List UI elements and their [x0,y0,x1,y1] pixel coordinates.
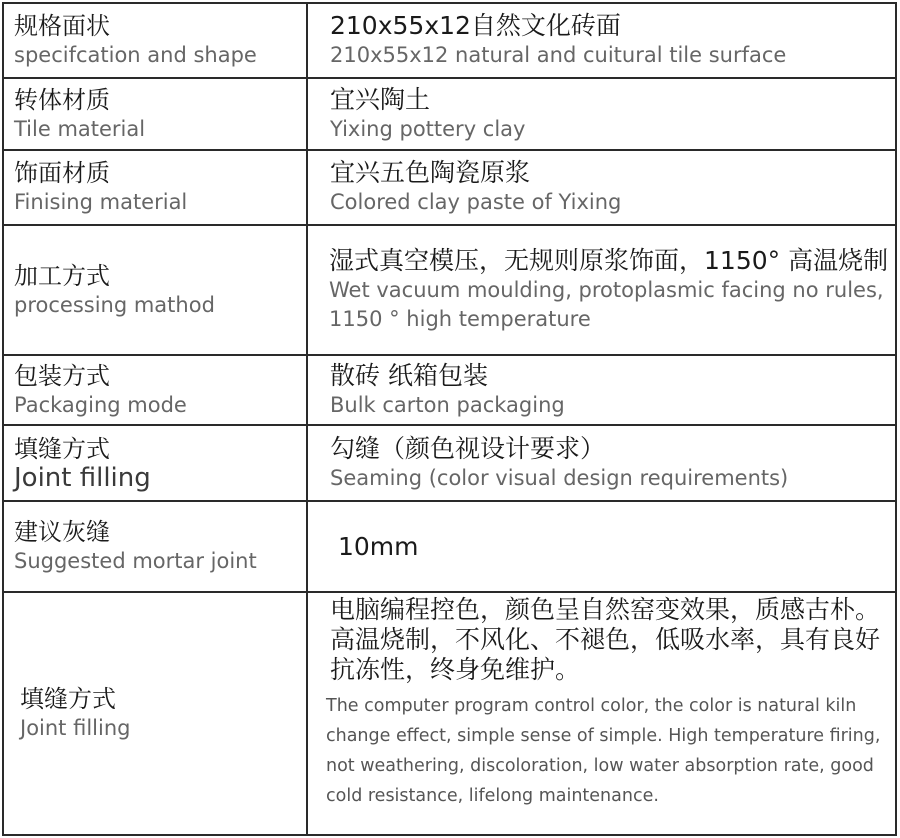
row-label [4,593,308,834]
value-en: The computer program control color, the color is natural kiln change effect, simple sense of simple. High temperature firing, not weathering, discoloration, low water absorption rate, good cold resistance, lifelong maintenance. [326,696,881,806]
value-zh: 勾缝（颜色视设计要求） [330,433,606,463]
row-value [308,79,895,149]
value-en: Wet vacuum moulding, protoplasmic facing no rules, 1150 ° high temperature [329,278,884,331]
row-value [308,502,895,591]
label-zh: 饰面材质 [14,159,110,187]
value-en: Seaming (color visual design requirements) [330,465,789,490]
row-value [308,151,895,224]
spec-table [2,2,897,836]
label-zh: 填缝方式 [20,685,116,713]
row-label [4,79,308,149]
row-value [308,426,895,500]
table-row [4,151,895,226]
row-label [4,502,308,591]
row-value [308,356,895,424]
value-zh: 10mm [338,531,419,561]
value-en: 210x55x12 natural and cuitural tile surface [330,43,787,67]
value-zh: 散砖 纸箱包装 [330,360,488,390]
label-en: Suggested mortar joint [14,549,257,573]
row-label [4,356,308,424]
value-zh: 宜兴陶土 [330,84,431,114]
row-value [308,226,895,354]
label-zh: 填缝方式 [14,434,110,463]
table-row [4,4,895,79]
label-zh: 建议灰缝 [14,518,110,546]
value-zh: 210x55x12自然文化砖面 [330,11,621,40]
value-zh: 湿式真空模压，无规则原浆饰面，1150° 高温烧制 [329,246,889,275]
label-en: specifcation and shape [14,43,257,67]
value-en: Colored clay paste of Yixing [330,190,622,214]
label-en: Packaging mode [14,392,187,417]
table-row [4,426,895,502]
row-label [4,226,308,354]
label-zh: 加工方式 [14,261,110,290]
value-zh: 电脑编程控色，颜色呈自然窑变效果，质感古朴。高温烧制，不风化、不褪色，低吸水率，具有良好抗冻性，终身免维护。 [330,595,881,684]
value-en: Yixing pottery clay [330,116,526,141]
row-label [4,151,308,224]
label-en: Tile material [14,116,146,141]
label-en: Finising material [14,190,188,214]
value-en: Bulk carton packaging [330,392,565,417]
label-zh: 包装方式 [14,361,110,390]
table-row [4,226,895,356]
label-zh: 规格面状 [14,12,110,40]
label-zh: 转体材质 [14,85,110,114]
label-en: Joint filling [14,462,151,493]
table-row [4,502,895,593]
value-zh: 宜兴五色陶瓷原浆 [330,158,531,187]
table-row [4,356,895,426]
row-value [308,4,895,77]
row-label [4,426,308,500]
table-row [4,593,895,834]
row-label [4,4,308,77]
label-en: processing mathod [14,292,215,317]
table-row [4,79,895,151]
row-value [308,593,895,834]
label-en: Joint filling [20,716,131,740]
